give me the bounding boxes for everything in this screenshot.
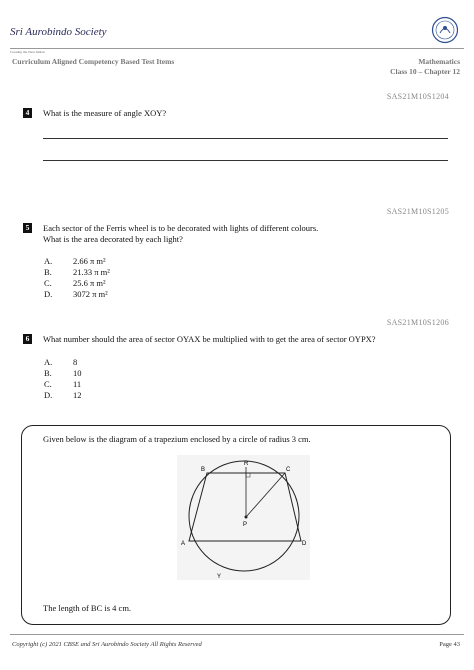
question-text [43, 223, 318, 245]
option-value: 10 [73, 368, 82, 378]
label-r: R [244, 461, 249, 467]
question-line: Each sector of the Ferris wheel is to be decorated with lights of different colours. [43, 223, 319, 233]
option-c [44, 379, 81, 390]
question-number: 4 [23, 108, 32, 118]
question-line: What number should the area of sector OYAX be multiplied with to get the area of sector OYPX? [43, 334, 376, 344]
cbse-seal-icon [431, 16, 459, 44]
question-line: What is the area decorated by each light? [43, 234, 183, 244]
header-divider [10, 48, 464, 49]
option-b [44, 368, 82, 379]
answer-line [43, 138, 448, 139]
option-label: D. [44, 289, 53, 299]
option-c [44, 278, 106, 289]
label-p: P [243, 522, 248, 528]
society-logo [10, 22, 120, 54]
brand-tagline: Creating the Next Indian [10, 50, 45, 54]
footer-divider [10, 634, 464, 635]
page-number: Page 43 [439, 641, 460, 648]
answer-line [43, 160, 448, 161]
header-left-title: Curriculum Aligned Competency Based Test Items [12, 57, 175, 66]
option-value: 3072 π m² [73, 289, 108, 299]
footer-copyright: Copyright (c) 2021 CBSE and Sri Aurobindo Society All Rights Reserved [12, 641, 202, 648]
option-d [44, 390, 82, 401]
option-label: D. [44, 390, 53, 400]
option-b [44, 267, 110, 278]
label-a: A [181, 541, 186, 547]
option-a [44, 357, 77, 368]
label-b: B [201, 467, 206, 473]
context-closing: The length of BC is 4 cm. [43, 603, 132, 613]
label-y: Y [217, 574, 222, 580]
question-number: 5 [23, 223, 32, 233]
question-text [43, 334, 376, 345]
question-code: SAS21M10S1206 [386, 318, 449, 327]
label-d: D [302, 541, 307, 547]
option-label: A. [44, 357, 53, 367]
header-subject: Mathematics [418, 57, 460, 66]
option-value: 2.66 π m² [73, 256, 106, 266]
option-label: B. [44, 368, 52, 378]
trapezium-circle-diagram [177, 455, 310, 580]
question-code: SAS21M10S1205 [386, 207, 449, 216]
option-value: 12 [73, 390, 82, 400]
option-value: 21.33 π m² [73, 267, 110, 277]
header-right [390, 57, 460, 77]
option-value: 25.6 π m² [73, 278, 106, 288]
option-label: B. [44, 267, 52, 277]
option-a [44, 256, 106, 267]
option-value: 11 [73, 379, 82, 389]
question-code: SAS21M10S1204 [386, 92, 449, 101]
question-number: 6 [23, 334, 32, 344]
brand-name: Sri Aurobindo Society [10, 26, 107, 38]
option-d [44, 289, 108, 300]
option-label: A. [44, 256, 53, 266]
option-value: 8 [73, 357, 78, 367]
question-line: What is the measure of angle XOY? [43, 108, 167, 118]
context-intro: Given below is the diagram of a trapezium enclosed by a circle of radius 3 cm. [43, 434, 311, 444]
label-c: C [286, 467, 291, 473]
option-label: C. [44, 379, 52, 389]
header-class-chapter: Class 10 – Chapter 12 [390, 67, 460, 76]
option-label: C. [44, 278, 52, 288]
question-text [43, 108, 166, 119]
